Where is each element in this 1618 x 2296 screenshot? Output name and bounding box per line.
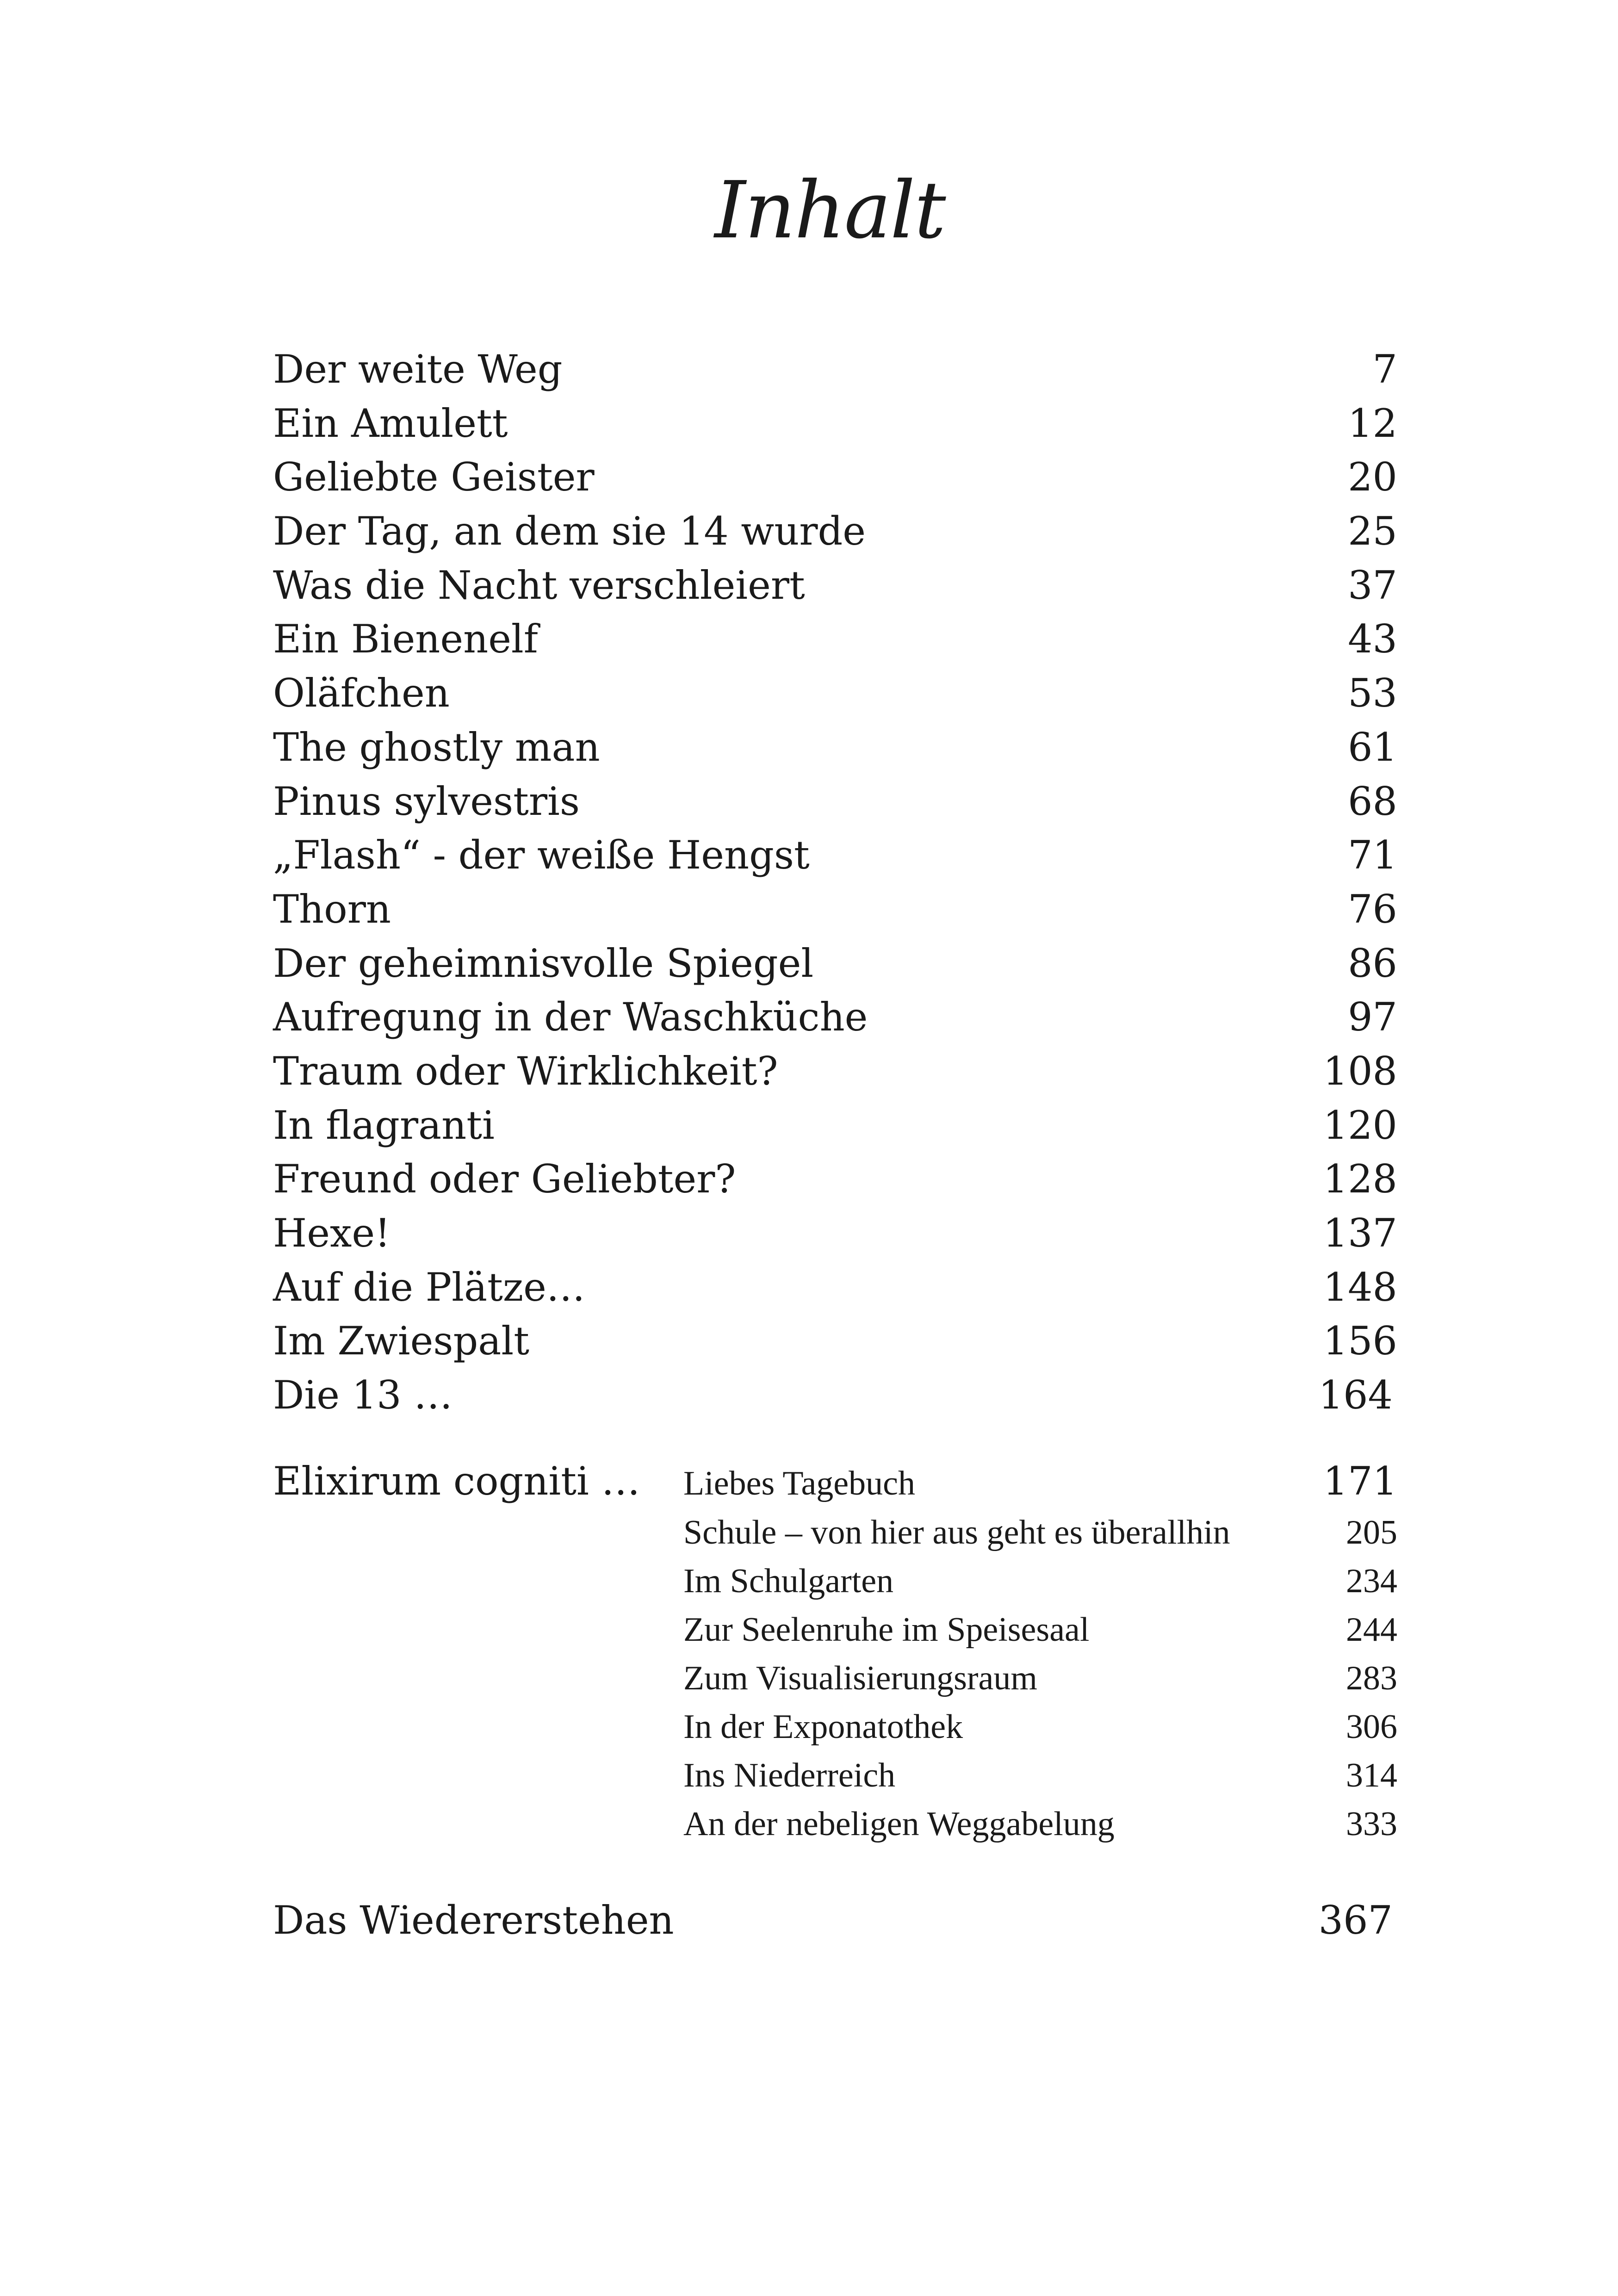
toc-entry — [273, 558, 1397, 613]
subsection-page: 205 — [1346, 1513, 1397, 1551]
toc-entry-page: 43 — [1348, 616, 1397, 662]
page-title: Inhalt — [714, 165, 945, 256]
final-chapter-entry — [273, 1893, 1393, 1948]
subsection-page: 244 — [1346, 1610, 1397, 1649]
subsection-title: Zur Seelenruhe im Speisesaal — [683, 1610, 1090, 1649]
toc-entry — [273, 1206, 1397, 1260]
subsection-entry — [683, 1454, 1397, 1508]
toc-entry-title: Traum oder Wirklichkeit? — [273, 1048, 778, 1094]
toc-entry-page: 20 — [1348, 454, 1397, 500]
toc-entry — [273, 1098, 1397, 1153]
final-chapter-title: Das Wiedererstehen — [273, 1898, 674, 1943]
subsection-entry — [683, 1800, 1397, 1849]
toc-entry-title: Pinus sylvestris — [273, 778, 580, 824]
subsection-page: 283 — [1346, 1659, 1397, 1697]
toc-entry — [273, 990, 1397, 1044]
toc-entry-page: 37 — [1348, 562, 1397, 608]
elixirum-subsections — [683, 1454, 1397, 1849]
toc-entry — [273, 450, 1397, 504]
subsection-title: Im Schulgarten — [683, 1562, 894, 1600]
subsection-entry — [683, 1703, 1397, 1751]
toc-entry-title: Im Zwiespalt — [273, 1318, 529, 1364]
subsection-page: 234 — [1346, 1562, 1397, 1600]
toc-entry — [273, 1368, 1397, 1422]
subsection-title: Schule – von hier aus geht es überallhin — [683, 1513, 1230, 1551]
toc-entry — [273, 1260, 1397, 1315]
subsection-title: In der Exponatothek — [683, 1707, 963, 1746]
toc-entry-page: 97 — [1348, 994, 1397, 1040]
toc-entry-page: 164 — [1318, 1372, 1393, 1418]
toc-entry-page: 128 — [1323, 1156, 1397, 1202]
toc-entry-title: Ein Amulett — [273, 400, 508, 446]
toc-entry-page: 76 — [1348, 886, 1397, 932]
toc-entry-title: Freund oder Geliebter? — [273, 1156, 736, 1202]
toc-entry — [273, 342, 1397, 397]
toc-entry-page: 25 — [1348, 509, 1397, 554]
toc-entry — [273, 775, 1397, 829]
subsection-entry — [683, 1557, 1397, 1606]
toc-entry-title: Oläfchen — [273, 670, 450, 716]
toc-entry-page: 108 — [1323, 1048, 1397, 1094]
table-of-contents — [273, 342, 1397, 1422]
toc-entry-title: Der weite Weg — [273, 347, 563, 392]
toc-entry — [273, 1314, 1397, 1368]
subsection-page: 333 — [1346, 1805, 1397, 1843]
subsection-entry — [683, 1606, 1397, 1654]
subsection-title: Zum Visualisierungsraum — [683, 1659, 1037, 1697]
toc-entry — [273, 937, 1397, 991]
subsection-page: 306 — [1346, 1707, 1397, 1746]
subsection-entry — [683, 1654, 1397, 1703]
toc-entry-title: In flagranti — [273, 1102, 495, 1148]
toc-entry — [273, 504, 1397, 558]
toc-entry — [273, 666, 1397, 720]
toc-entry — [273, 612, 1397, 666]
toc-entry-title: Aufregung in der Waschküche — [273, 994, 868, 1040]
toc-entry — [273, 882, 1397, 937]
subsection-title: An der nebeligen Weggabelung — [683, 1805, 1115, 1843]
toc-entry-page: 68 — [1348, 778, 1397, 824]
toc-entry — [273, 397, 1397, 451]
toc-entry-title: Der geheimnisvolle Spiegel — [273, 940, 814, 986]
toc-entry-title: Geliebte Geister — [273, 454, 595, 500]
toc-entry — [273, 1044, 1397, 1098]
toc-entry-title: The ghostly man — [273, 724, 600, 770]
subsection-page: 171 — [1323, 1458, 1397, 1504]
elixirum-label: Elixirum cogniti … — [273, 1458, 640, 1504]
toc-entry-page: 12 — [1348, 400, 1397, 446]
toc-entry-title: Der Tag, an dem sie 14 wurde — [273, 509, 866, 554]
subsection-page: 314 — [1346, 1756, 1397, 1794]
toc-entry-page: 71 — [1348, 832, 1397, 878]
subsection-title: Liebes Tagebuch — [683, 1464, 915, 1502]
toc-entry-title: Die 13 … — [273, 1372, 453, 1418]
toc-entry-title: Ein Bienenelf — [273, 616, 538, 662]
toc-entry-page: 61 — [1348, 724, 1397, 770]
toc-entry-title: Auf die Plätze… — [273, 1264, 585, 1310]
toc-entry-title: „Flash“ - der weiße Hengst — [273, 832, 810, 878]
subsection-entry — [683, 1751, 1397, 1800]
toc-entry-page: 137 — [1323, 1210, 1397, 1256]
toc-entry-title: Hexe! — [273, 1210, 391, 1256]
final-chapter-page: 367 — [1318, 1898, 1393, 1943]
toc-entry-title: Thorn — [273, 886, 391, 932]
subsection-title: Ins Niederreich — [683, 1756, 896, 1794]
toc-entry-title: Was die Nacht verschleiert — [273, 562, 805, 608]
toc-entry — [273, 720, 1397, 775]
toc-entry-page: 156 — [1323, 1318, 1397, 1364]
toc-entry — [273, 1152, 1397, 1206]
subsection-entry — [683, 1508, 1397, 1557]
toc-entry — [273, 828, 1397, 882]
toc-entry-page: 7 — [1372, 347, 1397, 392]
toc-entry-page: 120 — [1323, 1102, 1397, 1148]
toc-entry-page: 148 — [1323, 1264, 1397, 1310]
toc-entry-page: 53 — [1348, 670, 1397, 716]
toc-entry-page: 86 — [1348, 940, 1397, 986]
